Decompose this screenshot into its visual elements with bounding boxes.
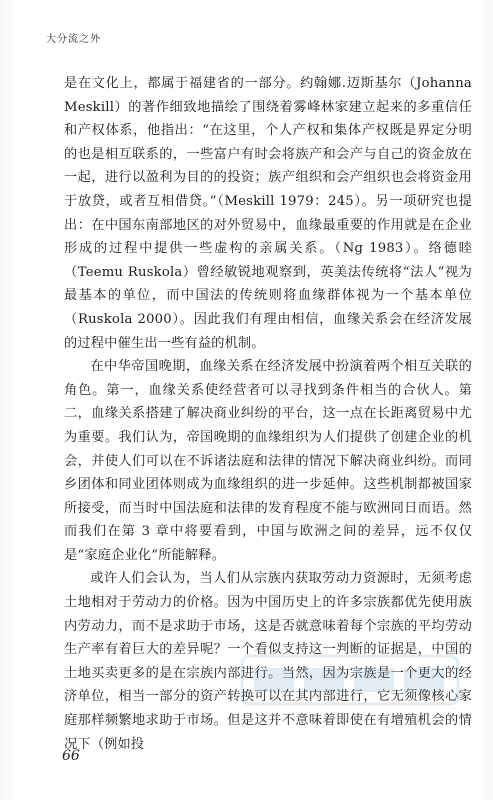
main-text bbox=[64, 72, 472, 756]
paragraph-3: 或许人们会认为，当人们从宗族内获取劳动力资源时，无须考虑土地相对于劳动力的价格。因为中国历史上的许多宗族都优先使用族内劳动力，而不是求助于市场，这是否就意味着每个宗族的平均劳动生产率有着巨大的差异呢？一个看似支持这一判断的证据是，中国的土地买卖更多的是在宗族内部进行。当然，因为宗族是一个更大的经济单位，相当一部分的资产转换可以在其内部进行，它无须像核心家庭那样频繁地求助于市场。但是这并不意味着即使在有增殖机会的情况下（例如投 bbox=[64, 571, 472, 752]
paragraph-2: 在中华帝国晚期，血缘关系在经济发展中扮演着两个相互关联的角色。第一，血缘关系使经营者可以寻找到条件相当的合伙人。第二，血缘关系搭建了解决商业纠纷的平台，这一点在长距离贸易中尤为重要。我们认为，帝国晚期的血缘组织为人们提供了创建企业的机会，并使人们可以在不诉诸法庭和法律的情况下解决商业纠纷。而同乡团体和同业团体则成为血缘组织的进一步延伸。这些机制都被国家所接受，而当时中国法庭和法律的发育程度不能与欧洲同日而语。然而我们在第 3 章中将要看到，中国与欧洲之间的差异，远不仅仅是“家庭企业化”所能解释。 bbox=[64, 359, 472, 563]
running-head-title: 大分流之外 bbox=[46, 34, 101, 45]
paragraph-1: 是在文化上，都属于福建省的一部分。约翰娜.迈斯基尔（Johanna Meskill）的著作细致地描绘了围绕着雾峰林家建立起来的多重信任和产权体系，他指出：“在这里，个人产权和集体产权既是界定分明的也是相互联系的，一些富户有时会将族产和会产与自己的资金放在一起，进行以盈利为目的的投资；族产组织和会产组织也会将资金用于放贷，或者互相借贷。”（Meskill 1979：245）。另一项研究也提出：在中国东南部地区的对外贸易中，血缘最重要的作用就是在企业形成的过程中提供一些虚构的亲属关系。（Ng 1983）。络德睦（Teemu Ruskola）曾经敏锐地观察到，英美法传统将“法人”视为最基本的单位，而中国法的传统则将血缘群体视为一个基本单位（Ruskola 2000）。因此我们有理由相信，血缘关系会在经济发展的过程中催生出一些有益的机制。 bbox=[64, 76, 472, 351]
page-number: 66 bbox=[62, 748, 80, 764]
